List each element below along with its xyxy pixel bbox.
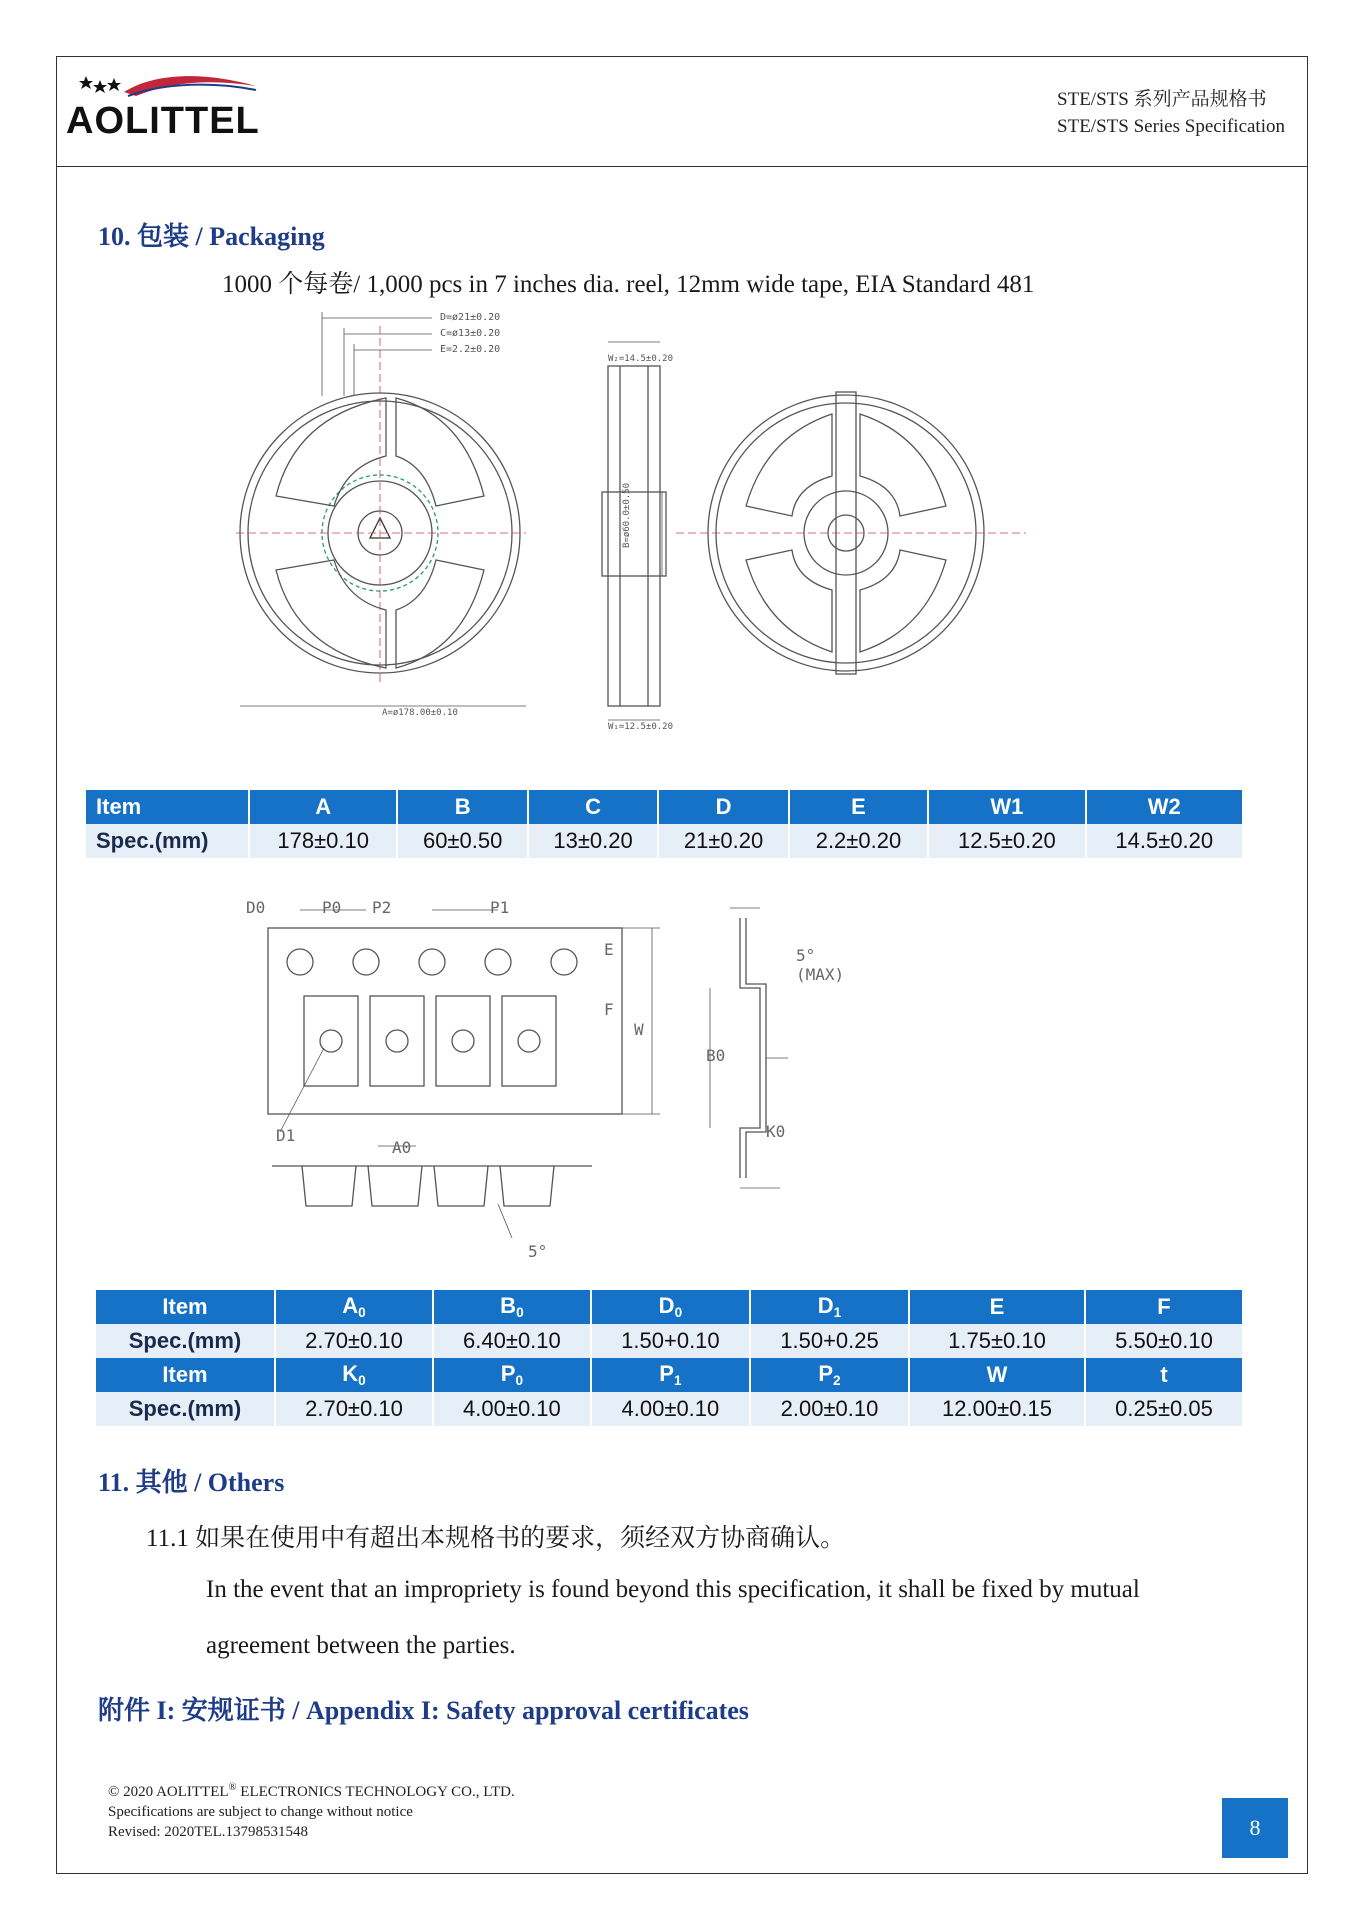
tape-table-header-row-2 (96, 1358, 1242, 1392)
footer (108, 1778, 515, 1842)
tape-table-value-p2: 2.00±0.10 (751, 1392, 908, 1426)
reel-spec-table (84, 790, 1244, 858)
label-reel-D: D=ø21±0.20 (440, 312, 501, 323)
header-spec-title (1057, 86, 1285, 140)
tape-table-header-d1: $D_1$ (751, 1290, 908, 1324)
reel-table-value-c: 13±0.20 (529, 824, 657, 858)
reel-drawing (236, 306, 1036, 732)
tape-table-header-d0: $D_0$ (592, 1290, 749, 1324)
label-tape-angle: 5° (528, 1242, 548, 1261)
section-11-item-en-line1: In the event that an impropriety is found beyond this specification, it shall be fixed by mutual (206, 1576, 1140, 1603)
tape-table-header-p0: $P_0$ (434, 1358, 590, 1392)
reel-back-view (676, 392, 1026, 674)
tape-table-value-p0: 4.00±0.10 (434, 1392, 590, 1426)
tape-table-header-f: F (1086, 1290, 1242, 1324)
reel-table-value-w2: 14.5±0.20 (1087, 824, 1242, 858)
footer-copyright (108, 1778, 515, 1802)
label-reel-B: B=ø60.0±0.50 (622, 482, 632, 548)
label-tape-D0: D0 (246, 898, 266, 917)
section-11-title: 11. 其他 / Others (98, 1468, 285, 1497)
reel-side-view (602, 342, 666, 720)
tape-table-value-t: 0.25±0.05 (1086, 1392, 1242, 1426)
tape-table-header-a0: $A_0$ (276, 1290, 432, 1324)
tape-table-value-label-1: Spec.(mm) (96, 1324, 274, 1358)
footer-copyright-post: ELECTRONICS TECHNOLOGY CO., LTD. (236, 1784, 515, 1800)
reel-front-view (236, 312, 526, 706)
label-tape-A0: A0 (392, 1138, 412, 1157)
reel-table-value-b: 60±0.50 (398, 824, 526, 858)
tape-table-value-a0: 2.70±0.10 (276, 1324, 432, 1358)
logo-text: AOLITTEL (66, 100, 260, 142)
reel-table-value-label: Spec.(mm) (86, 824, 248, 858)
label-tape-F: F (604, 1000, 614, 1019)
reel-table-header-w1: W1 (929, 790, 1084, 824)
section-10-title: 10. 包装 / Packaging (98, 222, 325, 251)
label-tape-B0: B0 (706, 1046, 726, 1065)
reel-table-value-row (86, 824, 1242, 858)
tape-top-view (268, 910, 660, 1132)
tape-table-value-d1: 1.50+0.25 (751, 1324, 908, 1358)
label-tape-W: W (634, 1020, 644, 1039)
tape-table-header-e: E (910, 1290, 1084, 1324)
reel-table-value-d: 21±0.20 (659, 824, 787, 858)
tape-table-value-k0: 2.70±0.10 (276, 1392, 432, 1426)
tape-table-header-item-1: Item (96, 1290, 274, 1324)
tape-table-value-p1: 4.00±0.10 (592, 1392, 749, 1426)
section-11-item-cn: 11.1 如果在使用中有超出本规格书的要求，须经双方协商确认。 (146, 1525, 846, 1552)
label-tape-angle-max: 5°(MAX) (796, 946, 845, 984)
tape-table-header-k0: $K_0$ (276, 1358, 432, 1392)
reel-table-header-a: A (250, 790, 396, 824)
appendix-title: 附件 I: 安规证书 / Appendix I: Safety approval certificates (98, 1696, 749, 1725)
tape-side-view (272, 1146, 592, 1238)
packaging-description: 1000 个每卷/ 1,000 pcs in 7 inches dia. reel, 12mm wide tape, EIA Standard 481 (222, 271, 1035, 298)
tape-table-value-b0: 6.40±0.10 (434, 1324, 590, 1358)
reel-table-header-item: Item (86, 790, 248, 824)
reel-table-value-e: 2.2±0.20 (790, 824, 927, 858)
label-tape-D1: D1 (276, 1126, 296, 1145)
registered-mark: ® (228, 1782, 237, 1793)
page-number: 8 (1222, 1798, 1288, 1858)
tape-table-header-t: t (1086, 1358, 1242, 1392)
section-11-item-en-line2: agreement between the parties. (206, 1632, 516, 1659)
tape-table-header-item-2: Item (96, 1358, 274, 1392)
tape-table-header-w: W (910, 1358, 1084, 1392)
footer-copyright-pre: © 2020 AOLITTEL (108, 1784, 229, 1800)
tape-spec-table (94, 1290, 1244, 1426)
label-reel-E: E=2.2±0.20 (440, 344, 501, 355)
label-tape-K0: K0 (766, 1122, 786, 1141)
label-reel-W1: W₁=12.5±0.20 (608, 722, 674, 732)
tape-table-header-p1: $P_1$ (592, 1358, 749, 1392)
reel-table-header-w2: W2 (1087, 790, 1242, 824)
carrier-tape-drawing (240, 888, 920, 1258)
label-tape-E: E (604, 940, 614, 959)
tape-table-value-d0: 1.50+0.10 (592, 1324, 749, 1358)
tape-table-value-label-2: Spec.(mm) (96, 1392, 274, 1426)
tape-table-value-row-1 (96, 1324, 1242, 1358)
reel-table-header-b: B (398, 790, 526, 824)
tape-table-value-row-2 (96, 1392, 1242, 1426)
label-tape-P0: P0 (322, 898, 342, 917)
reel-table-header-e: E (790, 790, 927, 824)
label-reel-W2: W₂=14.5±0.20 (608, 354, 674, 364)
header-divider (56, 166, 1308, 167)
spec-title-en: STE/STS Series Specification (1057, 116, 1285, 137)
reel-table-value-w1: 12.5±0.20 (929, 824, 1084, 858)
footer-notice: Specifications are subject to change without notice (108, 1804, 413, 1820)
tape-table-value-w: 12.00±0.15 (910, 1392, 1084, 1426)
spec-title-cn: STE/STS 系列产品规格书 (1057, 89, 1267, 110)
tape-table-header-b0: $B_0$ (434, 1290, 590, 1324)
star-icon (79, 76, 121, 93)
reel-dimension-labels (440, 310, 500, 358)
tape-table-value-e: 1.75±0.10 (910, 1324, 1084, 1358)
reel-table-header-d: D (659, 790, 787, 824)
label-tape-P2: P2 (372, 898, 392, 917)
tape-table-value-f: 5.50±0.10 (1086, 1324, 1242, 1358)
label-reel-A: A=ø178.00±0.10 (382, 708, 458, 718)
tape-table-header-row-1 (96, 1290, 1242, 1324)
reel-table-header-row (86, 790, 1242, 824)
reel-table-value-a: 178±0.10 (250, 824, 396, 858)
tape-table-header-p2: $P_2$ (751, 1358, 908, 1392)
reel-table-header-c: C (529, 790, 657, 824)
footer-revised: Revised: 2020TEL.13798531548 (108, 1824, 308, 1840)
label-reel-C: C=ø13±0.20 (440, 328, 501, 339)
label-tape-P1: P1 (490, 898, 510, 917)
